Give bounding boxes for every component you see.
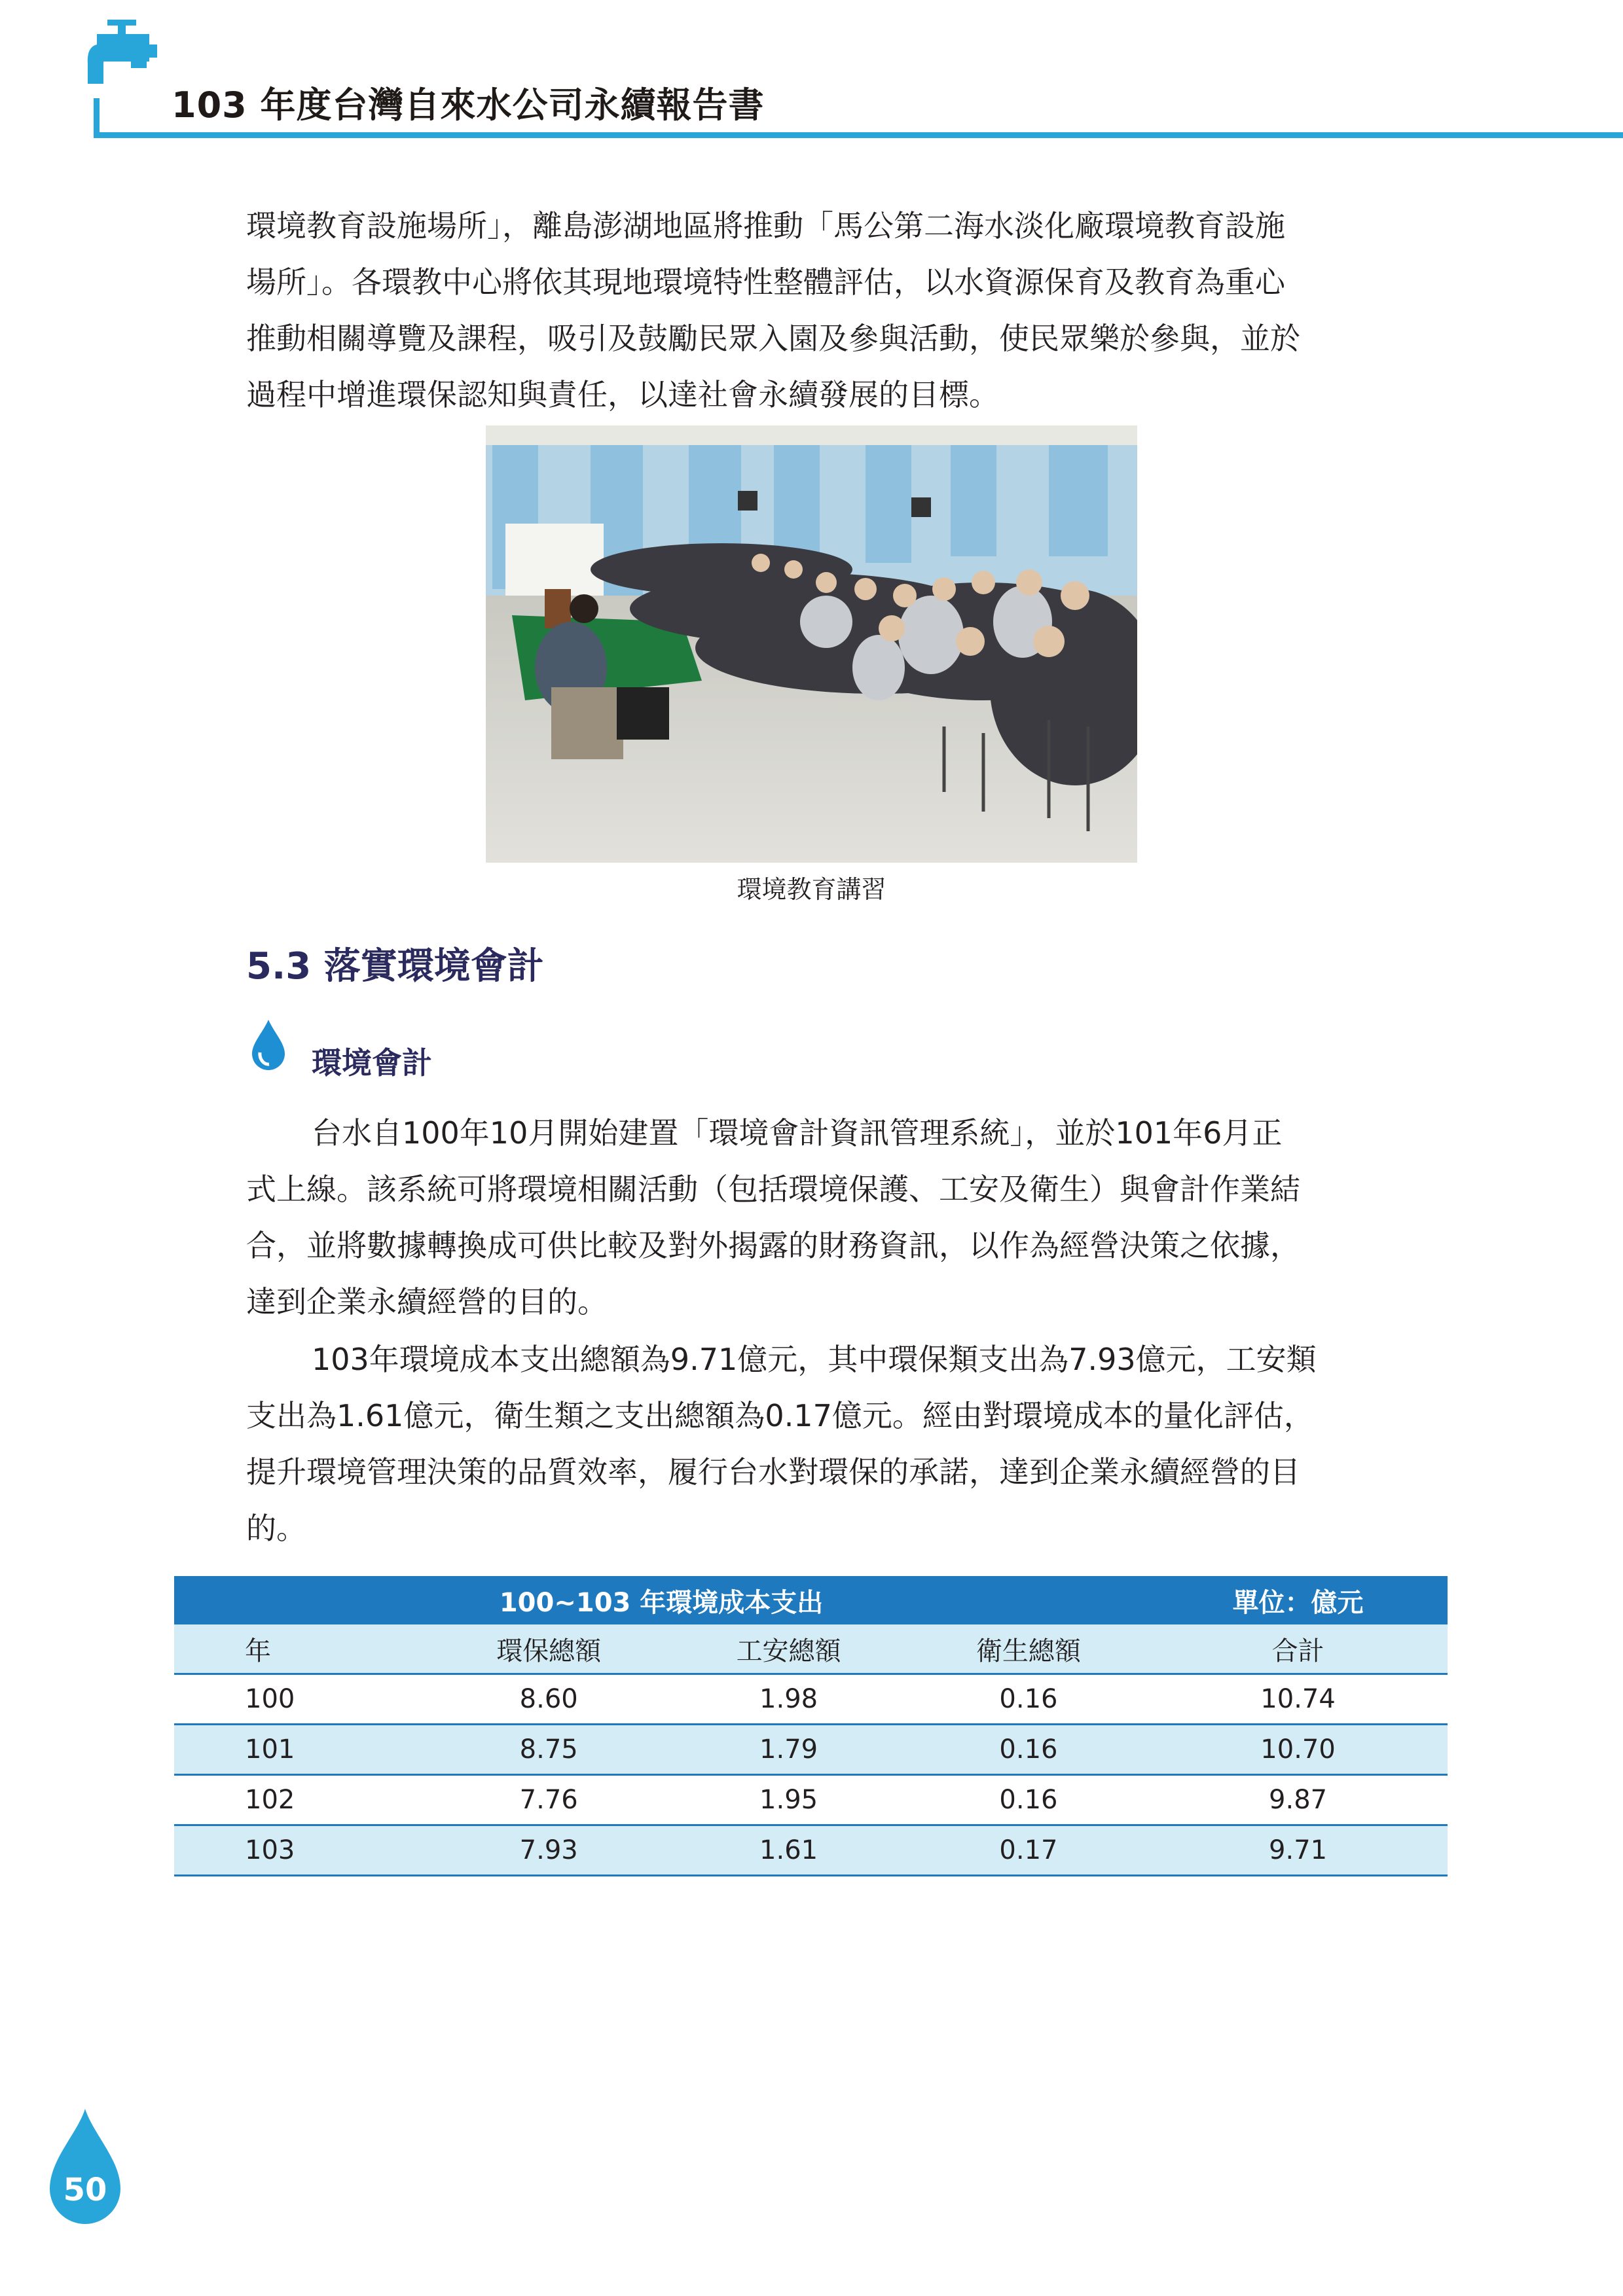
cost-line: 的。 (246, 1511, 306, 1546)
intro-line: 環境教育設施場所」，離島澎湖地區將推動「馬公第二海水淡化廠環境教育設施 (246, 208, 1285, 243)
water-tap-icon (84, 18, 162, 103)
cell-total: 10.70 (1148, 1725, 1448, 1775)
column-header-year: 年 (174, 1624, 429, 1674)
header-rule (94, 132, 1623, 138)
cell-year: 102 (174, 1775, 429, 1825)
cost-line: 提升環境管理決策的品質效率，履行台水對環保的承諾，達到企業永續經營的目 (246, 1454, 1300, 1490)
cost-line: 103年環境成本支出總額為9.71億元，其中環保類支出為7.93億元，工安類 (312, 1342, 1317, 1377)
cell-health: 0.16 (909, 1674, 1148, 1725)
table-row (174, 1775, 1448, 1825)
intro-line: 過程中增進環保認知與責任，以達社會永續發展的目標。 (246, 377, 999, 412)
accounting-line: 達到企業永續經營的目的。 (246, 1284, 608, 1319)
column-header-environmental: 環保總額 (429, 1624, 668, 1674)
intro-line: 推動相關導覽及課程，吸引及鼓勵民眾入園及參與活動，使民眾樂於參與，並於 (246, 321, 1300, 356)
cell-total: 9.87 (1148, 1775, 1448, 1825)
cell-health: 0.16 (909, 1775, 1148, 1825)
cell-year: 101 (174, 1725, 429, 1775)
cell-health: 0.17 (909, 1825, 1148, 1876)
accounting-line: 式上線。該系統可將環境相關活動（包括環境保護、工安及衛生）與會計作業結 (246, 1172, 1300, 1207)
cell-total: 10.74 (1148, 1674, 1448, 1725)
subsection-title: 環境會計 (312, 1045, 432, 1081)
cell-total: 9.71 (1148, 1825, 1448, 1876)
section-title: 5.3 落實環境會計 (246, 945, 544, 988)
cell-health: 0.16 (909, 1725, 1148, 1775)
photo-caption: 環境教育講習 (737, 875, 886, 904)
cost-line: 支出為1.61億元，衛生類之支出總額為0.17億元。經由對環境成本的量化評估， (246, 1398, 1314, 1433)
table-row (174, 1825, 1448, 1876)
cell-safety: 1.95 (668, 1775, 908, 1825)
table-title-row (174, 1576, 1448, 1624)
water-drop-icon (249, 1018, 287, 1072)
cell-environmental: 8.60 (429, 1674, 668, 1725)
column-header-total: 合計 (1148, 1624, 1448, 1674)
table-row (174, 1725, 1448, 1775)
cell-safety: 1.61 (668, 1825, 908, 1876)
cost-paragraph (246, 1331, 1379, 1556)
cell-environmental: 8.75 (429, 1725, 668, 1775)
column-header-safety: 工安總額 (668, 1624, 908, 1674)
accounting-line: 台水自100年10月開始建置「環境會計資訊管理系統」，並於101年6月正 (312, 1115, 1283, 1151)
accounting-paragraph (246, 1105, 1379, 1330)
cell-safety: 1.79 (668, 1725, 908, 1775)
table-unit: 單位：億元 (1148, 1576, 1448, 1624)
column-header-health: 衛生總額 (909, 1624, 1148, 1674)
cell-year: 103 (174, 1825, 429, 1876)
cell-environmental: 7.76 (429, 1775, 668, 1825)
accounting-line: 合，並將數據轉換成可供比較及對外揭露的財務資訊，以作為經營決策之依據， (246, 1228, 1300, 1263)
table-header-row (174, 1624, 1448, 1674)
table-row (174, 1674, 1448, 1725)
lecture-photo (486, 425, 1137, 863)
cell-year: 100 (174, 1674, 429, 1725)
report-title: 103 年度台灣自來水公司永續報告書 (172, 84, 765, 126)
intro-paragraph (246, 198, 1379, 423)
cell-environmental: 7.93 (429, 1825, 668, 1876)
table-title: 100~103 年環境成本支出 (174, 1576, 1148, 1624)
intro-line: 場所」。各環教中心將依其現地環境特性整體評估，以水資源保育及教育為重心 (246, 264, 1285, 300)
page-number: 50 (63, 2172, 107, 2208)
cell-safety: 1.98 (668, 1674, 908, 1725)
environmental-cost-table (174, 1576, 1448, 1876)
